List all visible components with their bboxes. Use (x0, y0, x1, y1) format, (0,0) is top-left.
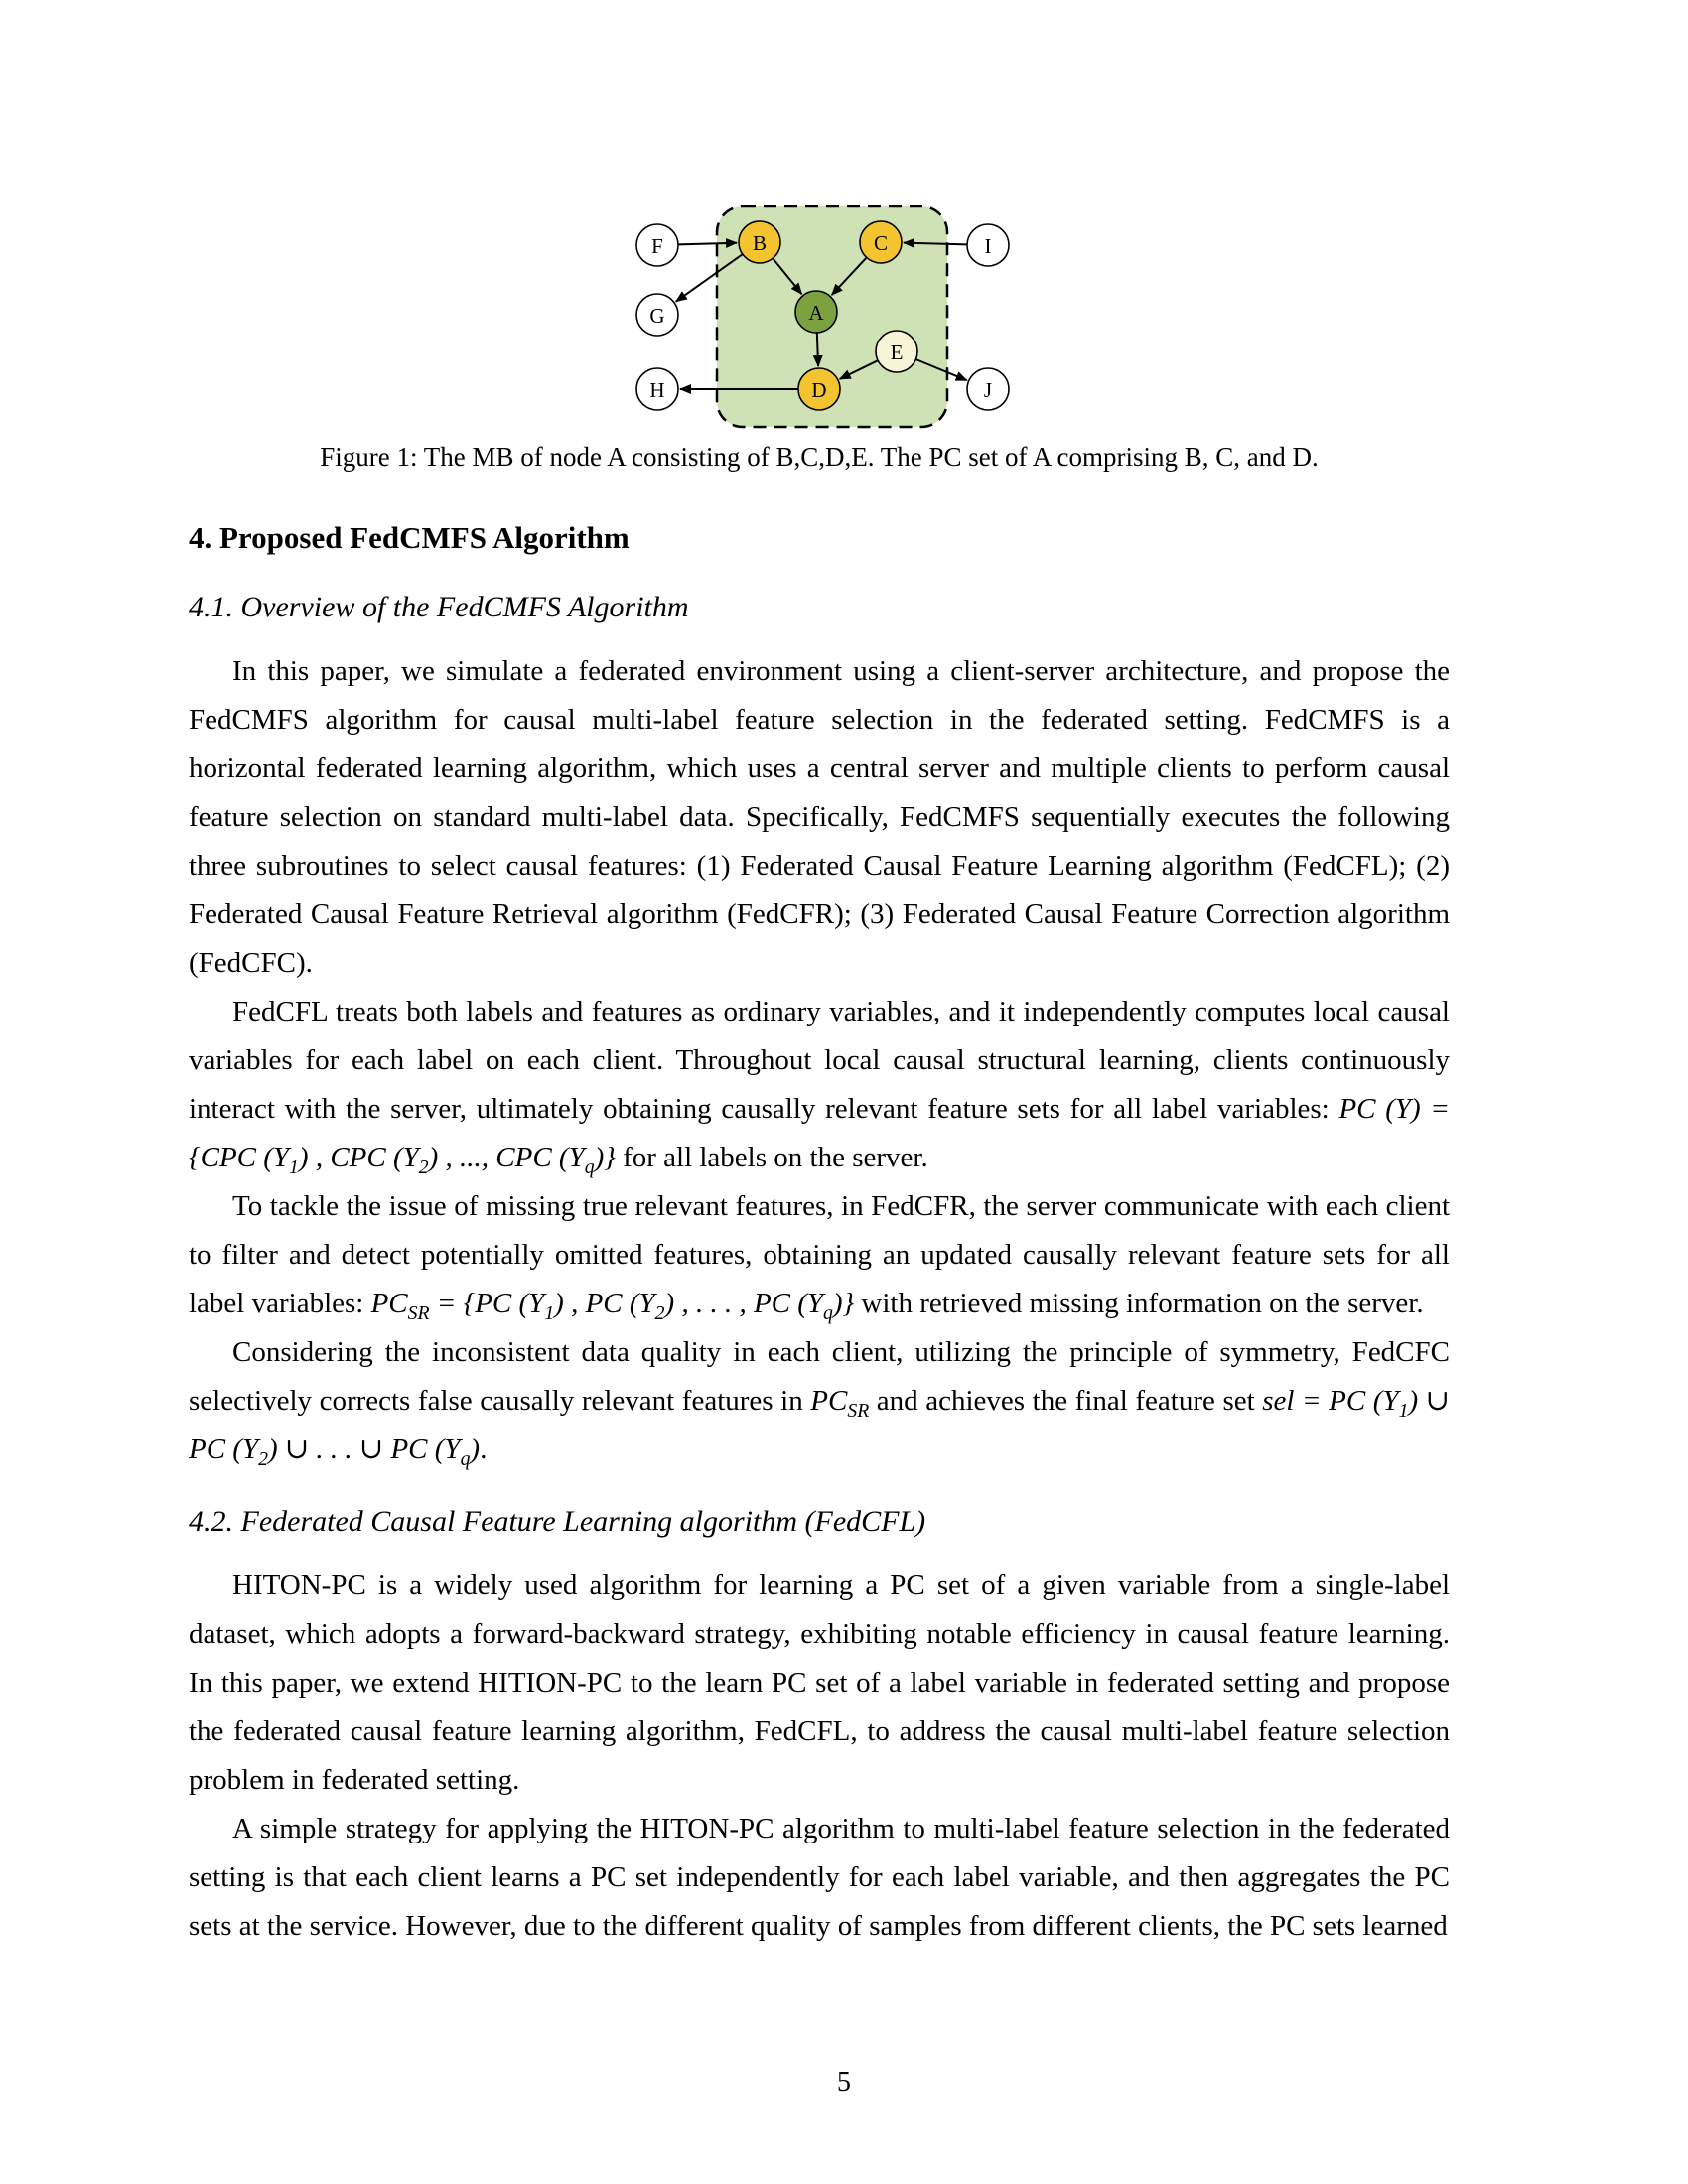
node-A (795, 291, 837, 333)
node-label-B: B (752, 231, 768, 255)
text-run: . (480, 1433, 488, 1465)
paragraph-hiton-2 (189, 1805, 1450, 1951)
math-run: = PC (Y (1294, 1385, 1399, 1417)
node-C (860, 221, 902, 263)
text-run: Considering the inconsistent data quality in each client, utilizing the principle of symmetry, FedCFC selectively corrects false causally relevant features in (189, 1336, 1450, 1417)
subsection-heading-4-2: 4.2. Federated Causal Feature Learning algorithm (FedCFL) (189, 1505, 926, 1538)
page-number: 5 (837, 2067, 851, 2098)
math-run: ) , . . . , PC (Y (664, 1288, 824, 1319)
node-label-I: I (984, 234, 992, 258)
paragraph-fedcfr (189, 1182, 1450, 1328)
node-B (739, 221, 780, 263)
math-run: 1 (1398, 1399, 1409, 1422)
math-run: PC (Y) = {CPC (Y (189, 1093, 1450, 1173)
mb-graph (606, 181, 1033, 441)
math-run: q (584, 1156, 595, 1178)
math-run: sel (1262, 1385, 1295, 1417)
node-label-G: G (649, 304, 665, 328)
text-run: HITON-PC is a widely used algorithm for learning a PC set of a given variable from a single-label dataset, which adopts a forward-backward strategy, exhibiting notable efficiency in causal feature learning. In this paper, we extend HITION-PC to the learn PC set of a label variable in federated setting and propose the federated causal feature learning algorithm, FedCFL, to address the causal multi-label feature selection problem in federated setting. (189, 1570, 1450, 1796)
math-run: 1 (289, 1156, 299, 1178)
math-run: ) , CPC (Y (298, 1142, 419, 1173)
edge-A-D (817, 333, 818, 366)
text-run: To tackle the issue of missing true relevant features, in FedCFR, the server communicate with each client to filter and detect potentially omitted features, obtaining an updated causally relevant feature sets for all label variables: (189, 1190, 1450, 1319)
text-run: and achieves the final feature set (869, 1385, 1263, 1417)
math-run: SR (847, 1399, 870, 1422)
math-run: ) ∪ . . . ∪ PC (Y (267, 1433, 461, 1465)
figure-1 (189, 181, 1450, 441)
math-run: PC (810, 1385, 848, 1417)
paragraph-hiton-1 (189, 1562, 1450, 1805)
node-E (876, 331, 917, 372)
node-G (636, 294, 678, 336)
node-I (967, 224, 1009, 266)
paragraph-fedcfl (189, 988, 1450, 1182)
node-label-H: H (649, 378, 665, 402)
section-heading: 4. Proposed FedCMFS Algorithm (189, 520, 630, 555)
math-run: 2 (654, 1301, 665, 1324)
math-run: )} (594, 1142, 616, 1173)
text-run: for all labels on the server. (615, 1142, 928, 1173)
math-run: ) , PC (Y (554, 1288, 655, 1319)
math-run: 2 (418, 1156, 429, 1178)
node-H (636, 368, 678, 410)
math-run: ) , ..., CPC (Y (428, 1142, 585, 1173)
node-D (798, 368, 840, 410)
math-run: q (823, 1301, 833, 1324)
figure-caption: Figure 1: The MB of node A consisting of B,C,D,E. The PC set of A comprising B, C, and D. (320, 442, 1319, 472)
math-run: q (460, 1447, 471, 1470)
content (189, 516, 1450, 1951)
math-run: ) (470, 1433, 481, 1465)
math-run: SR (407, 1301, 430, 1324)
node-label-F: F (651, 234, 663, 258)
math-run: ) ∪ PC (Y (189, 1385, 1450, 1465)
text-run: A simple strategy for applying the HITON-PC algorithm to multi-label feature selection in the federated setting is that each client learns a PC set independently for each label variable, and then aggregates the PC sets at the service. However, due to the different quality of samples from different clients, the PC sets learned (189, 1813, 1450, 1942)
subsection-heading-4-1: 4.1. Overview of the FedCMFS Algorithm (189, 591, 689, 623)
node-label-E: E (890, 341, 904, 364)
text-run: with retrieved missing information on the server. (854, 1288, 1424, 1319)
node-label-C: C (873, 231, 889, 255)
math-run: )} (832, 1288, 855, 1319)
text-run: FedCFL treats both labels and features as ordinary variables, and it independently computes local causal variables for each label on each client. Throughout local causal structural learning, clients continuously interact with the server, ultimately obtaining causally relevant feature sets for all label variables: (189, 996, 1450, 1125)
text-run: In this paper, we simulate a federated environment using a client-server architecture, and propose the FedCMFS algorithm for causal multi-label feature selection in the federated setting. FedCMFS is a horizontal federated learning algorithm, which uses a central server and multiple clients to perform causal feature selection on standard multi-label data. Specifically, FedCMFS sequentially executes the following three subroutines to select causal features: (1) Federated Causal Feature Learning algorithm (FedCFL); (2) Federated Causal Feature Retrieval algorithm (FedCFR); (3) Federated Causal Feature Correction algorithm (FedCFC). (189, 655, 1450, 979)
math-run: PC (370, 1288, 408, 1319)
math-run: = {PC (Y (429, 1288, 545, 1319)
paragraph-fedcfc (189, 1328, 1450, 1474)
node-label-D: D (811, 378, 827, 402)
node-label-A: A (808, 301, 824, 325)
node-F (636, 224, 678, 266)
math-run: 2 (258, 1447, 268, 1470)
math-run: 1 (544, 1301, 555, 1324)
node-label-J: J (983, 378, 993, 402)
node-J (967, 368, 1009, 410)
paragraph-overview-1 (189, 647, 1450, 988)
